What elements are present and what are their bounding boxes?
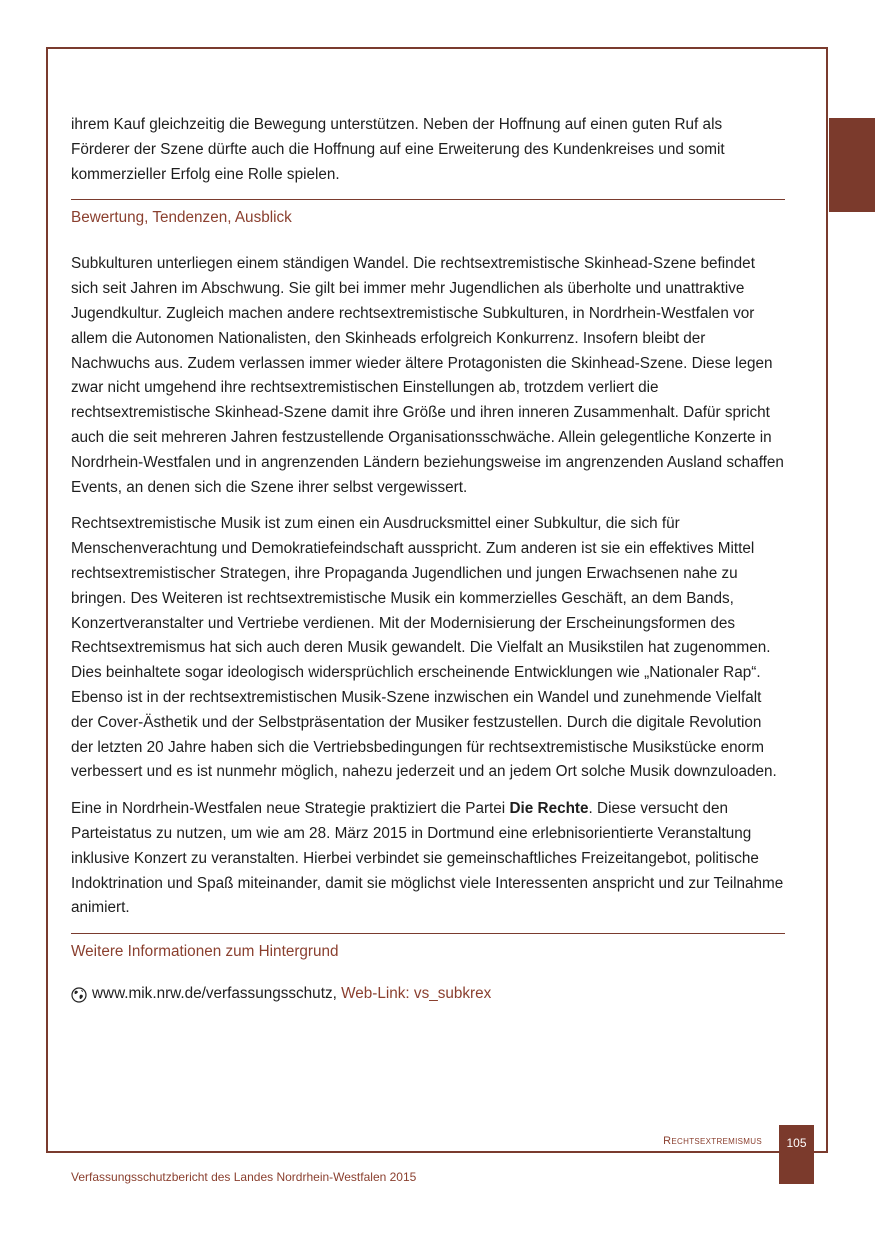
continuation-paragraph: ihrem Kauf gleichzeitig die Bewegung unterstützen. Neben der Hoffnung auf einen guten Ruf als Förderer der Szene dürfte auch die Hoffnung auf eine Erweiterung des Kundenkreises und somit kommerzieller Erfolg eine Rolle spielen.: [71, 116, 725, 183]
divider: [71, 933, 785, 934]
globe-icon: [71, 987, 87, 1003]
paragraph-music: Rechtsextremistische Musik ist zum einen ein Ausdrucksmittel einer Subkultur, die sich für Menschenverachtung und Demokratiefeindschaft ausspricht. Zum anderen ist sie ein effektives Mittel rechtsextremistischer Strategen, ihre Propaganda Jugendlichen und jungen Erwachsenen nahe zu bringen. Des Weiteren ist rechtsextremistische Musik ein kommerzielles Geschäft, an dem Bands, Konzertveranstalter und Vertriebe verdienen. Mit der Modernisierung der Erscheinungsformen des Rechtsextremismus hat sich auch deren Musik gewandelt. Die Vielfalt an Musikstilen hat zugenommen. Dies beinhaltete sogar ideologisch widersprüchlich erscheinende Entwicklungen wie „Nationaler Rap“. Ebenso ist in der rechtsextremistischen Musik-Szene inzwischen ein Wandel und zunehmende Vielfalt der Cover-Ästhetik und der Selbstpräsentation der Musiker festzustellen. Durch die digitale Revolution der letzten 20 Jahre haben sich die Vertriebsbedingungen für rechtsextremistische Musikstücke enorm verbessert und es ist nunmehr möglich, nahezu jederzeit und an jedem Ort solche Musik downzuloaden.: [71, 515, 777, 781]
footer-text: Verfassungsschutzbericht des Landes Nordrhein-Westfalen 2015: [71, 1170, 417, 1184]
section-heading-more-info: Weitere Informationen zum Hintergrund: [71, 943, 339, 961]
url-link[interactable]: www.mik.nrw.de/verfassungsschutz,: [92, 985, 337, 1003]
weblink-line: [71, 982, 785, 1007]
paragraph-subcultures: Subkulturen unterliegen einem ständigen Wandel. Die rechtsextremistische Skinhead-Szene befindet sich seit Jahren im Abschwung. Sie gilt bei immer mehr Jugendlichen als überholte und unattraktive Jugendkultur. Zugleich machen andere rechtsextremistische Subkulturen, in Nordrhein-Westfalen vor allem die Autonomen Nationalisten, den Skinheads erfolgreich Konkurrenz. Insofern bleibt der Nachwuchs aus. Zudem verlassen immer wieder ältere Protagonisten die Skinhead-Szene. Diese legen zwar nicht umgehend ihre rechtsextremistischen Einstellungen ab, trotzdem verliert die rechtsextremistische Skinhead-Szene damit ihre Größe und ihren inneren Zusammenhalt. Dafür spricht auch die seit mehreren Jahren festzustellende Organisationsschwäche. Allein gelegentliche Konzerte in Nordrhein-Westfalen und in angrenzenden Ländern beziehungsweise im angrenzenden Ausland schaffen Events, an denen sich die Szene ihrer selbst vergewissert.: [71, 255, 784, 496]
paragraph-die-rechte: Eine in Nordrhein-Westfalen neue Strategie praktiziert die Partei Die Rechte. Diese versucht den Parteistatus zu nutzen, um wie am 28. März 2015 in Dortmund eine erlebnisorientierte Veranstaltung inklusive Konzert zu veranstalten. Hierbei verbindet sie gemeinschaftliches Freizeitangebot, politische Indoktrination und Spaß miteinander, damit sie möglichst viele Interessenten anspricht und zur Teilnahme animiert.: [71, 800, 784, 917]
web-link-code[interactable]: Web-Link: vs_subkrex: [341, 985, 492, 1003]
running-head: Rechtsextremismus: [663, 1135, 762, 1147]
page-number: 105: [779, 1125, 814, 1184]
divider: [71, 199, 785, 200]
chapter-tab: [829, 118, 875, 212]
main-content: [71, 113, 785, 1007]
section-heading-assessment: Bewertung, Tendenzen, Ausblick: [71, 209, 292, 227]
party-name: Die Rechte: [509, 800, 589, 818]
